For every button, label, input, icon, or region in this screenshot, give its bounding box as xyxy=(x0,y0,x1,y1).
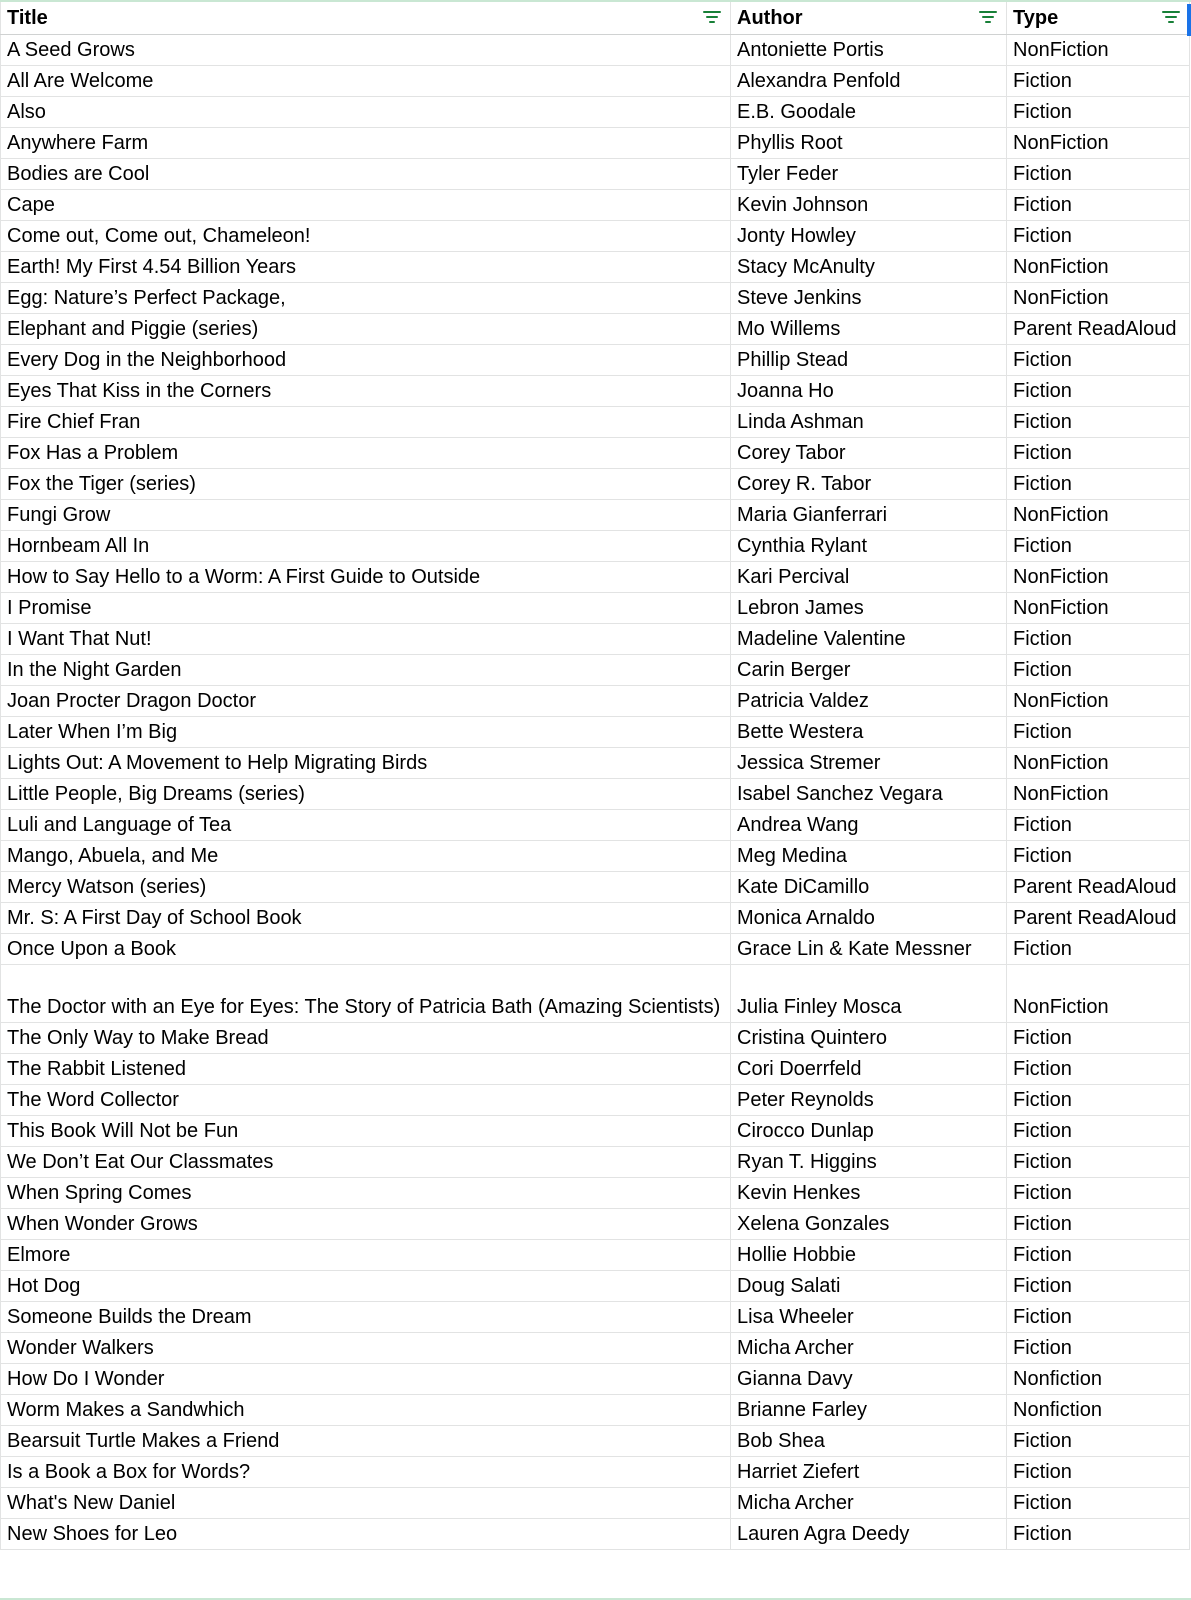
cell-type[interactable]: Fiction xyxy=(1007,530,1190,561)
cell-title[interactable]: Once Upon a Book xyxy=(1,933,731,964)
cell-author[interactable]: Hollie Hobbie xyxy=(731,1239,1007,1270)
table-row[interactable] xyxy=(1,902,1190,933)
table-row[interactable] xyxy=(1,1022,1190,1053)
table-row[interactable] xyxy=(1,1301,1190,1332)
cell-author[interactable]: Corey R. Tabor xyxy=(731,468,1007,499)
cell-type[interactable]: NonFiction xyxy=(1007,747,1190,778)
cell-author[interactable]: Cynthia Rylant xyxy=(731,530,1007,561)
cell-title[interactable]: Is a Book a Box for Words? xyxy=(1,1456,731,1487)
table-row[interactable] xyxy=(1,1394,1190,1425)
cell-author[interactable]: Corey Tabor xyxy=(731,437,1007,468)
table-row[interactable] xyxy=(1,282,1190,313)
cell-type[interactable]: Fiction xyxy=(1007,468,1190,499)
column-header-author[interactable] xyxy=(731,2,1007,34)
cell-title[interactable]: This Book Will Not be Fun xyxy=(1,1115,731,1146)
cell-type[interactable]: Fiction xyxy=(1007,1487,1190,1518)
cell-title[interactable]: Worm Makes a Sandwhich xyxy=(1,1394,731,1425)
cell-type[interactable]: Fiction xyxy=(1007,220,1190,251)
cell-type[interactable]: Parent ReadAloud xyxy=(1007,902,1190,933)
cell-type[interactable]: Fiction xyxy=(1007,1053,1190,1084)
cell-type[interactable]: Fiction xyxy=(1007,623,1190,654)
cell-author[interactable]: Carin Berger xyxy=(731,654,1007,685)
cell-type[interactable]: NonFiction xyxy=(1007,964,1190,1022)
cell-title[interactable]: Elmore xyxy=(1,1239,731,1270)
table-row[interactable] xyxy=(1,1456,1190,1487)
cell-type[interactable]: NonFiction xyxy=(1007,561,1190,592)
cell-title[interactable]: Mr. S: A First Day of School Book xyxy=(1,902,731,933)
filter-icon[interactable] xyxy=(978,11,998,25)
cell-author[interactable]: Jessica Stremer xyxy=(731,747,1007,778)
table-row[interactable] xyxy=(1,1518,1190,1549)
cell-author[interactable]: Xelena Gonzales xyxy=(731,1208,1007,1239)
cell-title[interactable]: I Want That Nut! xyxy=(1,623,731,654)
cell-type[interactable]: Fiction xyxy=(1007,1177,1190,1208)
cell-type[interactable]: Fiction xyxy=(1007,65,1190,96)
cell-type[interactable]: Fiction xyxy=(1007,840,1190,871)
cell-title[interactable]: When Wonder Grows xyxy=(1,1208,731,1239)
cell-title[interactable]: Hornbeam All In xyxy=(1,530,731,561)
table-row[interactable] xyxy=(1,406,1190,437)
cell-author[interactable]: Madeline Valentine xyxy=(731,623,1007,654)
table-row[interactable] xyxy=(1,189,1190,220)
cell-type[interactable]: Fiction xyxy=(1007,1022,1190,1053)
cell-author[interactable]: Gianna Davy xyxy=(731,1363,1007,1394)
cell-title[interactable]: Earth! My First 4.54 Billion Years xyxy=(1,251,731,282)
cell-author[interactable]: Kevin Johnson xyxy=(731,189,1007,220)
cell-type[interactable]: NonFiction xyxy=(1007,34,1190,65)
cell-type[interactable]: Fiction xyxy=(1007,1115,1190,1146)
book-table xyxy=(0,2,1190,1550)
cell-type[interactable]: Fiction xyxy=(1007,1425,1190,1456)
cell-author[interactable]: Cori Doerrfeld xyxy=(731,1053,1007,1084)
cell-title[interactable]: Elephant and Piggie (series) xyxy=(1,313,731,344)
cell-author[interactable]: Harriet Ziefert xyxy=(731,1456,1007,1487)
table-row[interactable] xyxy=(1,1363,1190,1394)
cell-author[interactable]: Bette Westera xyxy=(731,716,1007,747)
cell-title[interactable]: Hot Dog xyxy=(1,1270,731,1301)
cell-type[interactable]: Fiction xyxy=(1007,1456,1190,1487)
table-body xyxy=(1,34,1190,1549)
cell-type[interactable]: Fiction xyxy=(1007,654,1190,685)
cell-author[interactable]: Jonty Howley xyxy=(731,220,1007,251)
cell-type[interactable]: Fiction xyxy=(1007,344,1190,375)
table-row[interactable] xyxy=(1,96,1190,127)
cell-title[interactable]: The Only Way to Make Bread xyxy=(1,1022,731,1053)
table-row[interactable] xyxy=(1,561,1190,592)
cell-title[interactable]: The Word Collector xyxy=(1,1084,731,1115)
cell-type[interactable]: Parent ReadAloud xyxy=(1007,871,1190,902)
table-row[interactable] xyxy=(1,840,1190,871)
cell-title[interactable]: Cape xyxy=(1,189,731,220)
cell-author[interactable]: Ryan T. Higgins xyxy=(731,1146,1007,1177)
cell-author[interactable]: Cirocco Dunlap xyxy=(731,1115,1007,1146)
table-row[interactable] xyxy=(1,654,1190,685)
cell-author[interactable]: Grace Lin & Kate Messner xyxy=(731,933,1007,964)
table-row[interactable] xyxy=(1,437,1190,468)
cell-title[interactable]: Fox Has a Problem xyxy=(1,437,731,468)
cell-type[interactable]: Fiction xyxy=(1007,1208,1190,1239)
cell-title[interactable]: Mango, Abuela, and Me xyxy=(1,840,731,871)
cell-author[interactable]: Kari Percival xyxy=(731,561,1007,592)
cell-type[interactable]: NonFiction xyxy=(1007,282,1190,313)
cell-author[interactable]: Joanna Ho xyxy=(731,375,1007,406)
table-row[interactable] xyxy=(1,499,1190,530)
table-row[interactable] xyxy=(1,468,1190,499)
cell-title[interactable]: Eyes That Kiss in the Corners xyxy=(1,375,731,406)
cell-author[interactable]: Micha Archer xyxy=(731,1487,1007,1518)
cell-title[interactable]: Mercy Watson (series) xyxy=(1,871,731,902)
cell-type[interactable]: Fiction xyxy=(1007,1270,1190,1301)
table-row[interactable] xyxy=(1,1177,1190,1208)
cell-author[interactable]: Maria Gianferrari xyxy=(731,499,1007,530)
cell-author[interactable]: Isabel Sanchez Vegara xyxy=(731,778,1007,809)
table-row[interactable] xyxy=(1,158,1190,189)
cell-title[interactable]: Anywhere Farm xyxy=(1,127,731,158)
cell-title[interactable]: All Are Welcome xyxy=(1,65,731,96)
cell-author[interactable]: Lisa Wheeler xyxy=(731,1301,1007,1332)
cell-title[interactable]: A Seed Grows xyxy=(1,34,731,65)
table-row[interactable] xyxy=(1,1332,1190,1363)
cell-type[interactable]: Fiction xyxy=(1007,1301,1190,1332)
cell-title[interactable]: Also xyxy=(1,96,731,127)
cell-type[interactable]: Fiction xyxy=(1007,437,1190,468)
cell-title[interactable]: Someone Builds the Dream xyxy=(1,1301,731,1332)
cell-title[interactable]: Lights Out: A Movement to Help Migrating Birds xyxy=(1,747,731,778)
cell-title[interactable]: Luli and Language of Tea xyxy=(1,809,731,840)
cell-title[interactable]: Later When I’m Big xyxy=(1,716,731,747)
cell-title[interactable]: Fire Chief Fran xyxy=(1,406,731,437)
cell-title[interactable]: The Doctor with an Eye for Eyes: The Story of Patricia Bath (Amazing Scientists) xyxy=(1,964,731,1022)
cell-author[interactable]: Kevin Henkes xyxy=(731,1177,1007,1208)
cell-type[interactable]: Fiction xyxy=(1007,96,1190,127)
cell-author[interactable]: Alexandra Penfold xyxy=(731,65,1007,96)
cell-title[interactable]: Every Dog in the Neighborhood xyxy=(1,344,731,375)
cell-type[interactable]: NonFiction xyxy=(1007,592,1190,623)
cell-type[interactable]: Fiction xyxy=(1007,716,1190,747)
cell-author[interactable]: Mo Willems xyxy=(731,313,1007,344)
table-row[interactable] xyxy=(1,375,1190,406)
cell-type[interactable]: Fiction xyxy=(1007,375,1190,406)
cell-title[interactable]: Wonder Walkers xyxy=(1,1332,731,1363)
table-row[interactable] xyxy=(1,964,1190,1022)
table-row[interactable] xyxy=(1,34,1190,65)
table-row[interactable] xyxy=(1,1146,1190,1177)
cell-author[interactable]: Patricia Valdez xyxy=(731,685,1007,716)
cell-title[interactable]: How to Say Hello to a Worm: A First Guide to Outside xyxy=(1,561,731,592)
cell-title[interactable]: How Do I Wonder xyxy=(1,1363,731,1394)
table-row[interactable] xyxy=(1,220,1190,251)
cell-author[interactable]: Stacy McAnulty xyxy=(731,251,1007,282)
cell-author[interactable]: Cristina Quintero xyxy=(731,1022,1007,1053)
table-row[interactable] xyxy=(1,1053,1190,1084)
cell-title[interactable]: Bearsuit Turtle Makes a Friend xyxy=(1,1425,731,1456)
cell-title[interactable]: Joan Procter Dragon Doctor xyxy=(1,685,731,716)
cell-type[interactable]: Fiction xyxy=(1007,158,1190,189)
cell-type[interactable]: Nonfiction xyxy=(1007,1394,1190,1425)
table-row[interactable] xyxy=(1,1208,1190,1239)
cell-type[interactable]: NonFiction xyxy=(1007,778,1190,809)
table-row[interactable] xyxy=(1,1084,1190,1115)
cell-selection-border xyxy=(1187,4,1191,36)
column-header-label: Type xyxy=(1013,6,1059,29)
column-header-label: Title xyxy=(7,6,48,29)
cell-author[interactable]: Monica Arnaldo xyxy=(731,902,1007,933)
cell-title[interactable]: What's New Daniel xyxy=(1,1487,731,1518)
cell-author[interactable]: Meg Medina xyxy=(731,840,1007,871)
cell-author[interactable]: Doug Salati xyxy=(731,1270,1007,1301)
table-row[interactable] xyxy=(1,344,1190,375)
table-row[interactable] xyxy=(1,933,1190,964)
table-row[interactable] xyxy=(1,1239,1190,1270)
table-row[interactable] xyxy=(1,623,1190,654)
table-row[interactable] xyxy=(1,1270,1190,1301)
cell-author[interactable]: Linda Ashman xyxy=(731,406,1007,437)
cell-author[interactable]: Steve Jenkins xyxy=(731,282,1007,313)
cell-title[interactable]: Come out, Come out, Chameleon! xyxy=(1,220,731,251)
filter-icon[interactable] xyxy=(1161,11,1181,25)
cell-author[interactable]: Antoniette Portis xyxy=(731,34,1007,65)
cell-type[interactable]: Fiction xyxy=(1007,1146,1190,1177)
cell-author[interactable]: Lauren Agra Deedy xyxy=(731,1518,1007,1549)
table-row[interactable] xyxy=(1,716,1190,747)
cell-type[interactable]: Fiction xyxy=(1007,1084,1190,1115)
cell-author[interactable]: Peter Reynolds xyxy=(731,1084,1007,1115)
cell-author[interactable]: Bob Shea xyxy=(731,1425,1007,1456)
cell-title[interactable]: Fox the Tiger (series) xyxy=(1,468,731,499)
table-row[interactable] xyxy=(1,592,1190,623)
cell-type[interactable]: Fiction xyxy=(1007,1518,1190,1549)
cell-type[interactable]: Fiction xyxy=(1007,406,1190,437)
cell-author[interactable]: Tyler Feder xyxy=(731,158,1007,189)
cell-title[interactable]: Fungi Grow xyxy=(1,499,731,530)
cell-type[interactable]: Fiction xyxy=(1007,1332,1190,1363)
cell-title[interactable]: Little People, Big Dreams (series) xyxy=(1,778,731,809)
cell-type[interactable]: Fiction xyxy=(1007,809,1190,840)
cell-title[interactable]: I Promise xyxy=(1,592,731,623)
table-row[interactable] xyxy=(1,313,1190,344)
table-row[interactable] xyxy=(1,778,1190,809)
table-row[interactable] xyxy=(1,685,1190,716)
table-row[interactable] xyxy=(1,871,1190,902)
table-row[interactable] xyxy=(1,251,1190,282)
cell-type[interactable]: Fiction xyxy=(1007,933,1190,964)
cell-title[interactable]: The Rabbit Listened xyxy=(1,1053,731,1084)
cell-title[interactable]: In the Night Garden xyxy=(1,654,731,685)
cell-title[interactable]: Egg: Nature’s Perfect Package, xyxy=(1,282,731,313)
cell-type[interactable]: NonFiction xyxy=(1007,499,1190,530)
cell-author[interactable]: Brianne Farley xyxy=(731,1394,1007,1425)
cell-author[interactable]: Julia Finley Mosca xyxy=(731,964,1007,1022)
table-row[interactable] xyxy=(1,530,1190,561)
cell-type[interactable]: NonFiction xyxy=(1007,127,1190,158)
cell-author[interactable]: Lebron James xyxy=(731,592,1007,623)
cell-title[interactable]: We Don’t Eat Our Classmates xyxy=(1,1146,731,1177)
table-row[interactable] xyxy=(1,1115,1190,1146)
cell-author[interactable]: Phillip Stead xyxy=(731,344,1007,375)
table-row[interactable] xyxy=(1,1425,1190,1456)
cell-author[interactable]: Kate DiCamillo xyxy=(731,871,1007,902)
cell-title[interactable]: Bodies are Cool xyxy=(1,158,731,189)
cell-author[interactable]: E.B. Goodale xyxy=(731,96,1007,127)
cell-type[interactable]: Nonfiction xyxy=(1007,1363,1190,1394)
table-row[interactable] xyxy=(1,127,1190,158)
table-row[interactable] xyxy=(1,1487,1190,1518)
column-header-label: Author xyxy=(737,6,803,29)
column-header-title[interactable] xyxy=(1,2,731,34)
cell-author[interactable]: Andrea Wang xyxy=(731,809,1007,840)
cell-type[interactable]: Parent ReadAloud xyxy=(1007,313,1190,344)
cell-author[interactable]: Phyllis Root xyxy=(731,127,1007,158)
cell-title[interactable]: When Spring Comes xyxy=(1,1177,731,1208)
cell-type[interactable]: NonFiction xyxy=(1007,685,1190,716)
table-row[interactable] xyxy=(1,809,1190,840)
column-header-type[interactable] xyxy=(1007,2,1190,34)
cell-author[interactable]: Micha Archer xyxy=(731,1332,1007,1363)
cell-type[interactable]: Fiction xyxy=(1007,1239,1190,1270)
cell-title[interactable]: New Shoes for Leo xyxy=(1,1518,731,1549)
header-row xyxy=(1,2,1190,34)
table-row[interactable] xyxy=(1,747,1190,778)
table-row[interactable] xyxy=(1,65,1190,96)
filter-icon[interactable] xyxy=(702,11,722,25)
cell-type[interactable]: Fiction xyxy=(1007,189,1190,220)
cell-type[interactable]: NonFiction xyxy=(1007,251,1190,282)
